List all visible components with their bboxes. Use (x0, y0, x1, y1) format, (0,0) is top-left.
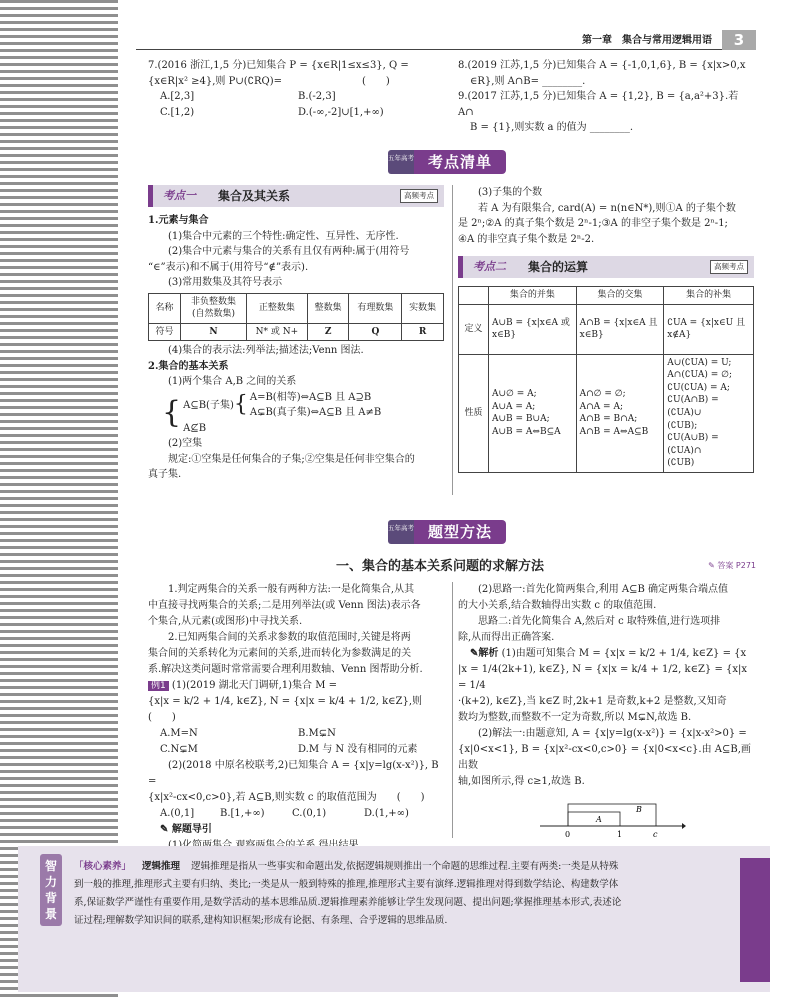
background-box (18, 846, 770, 992)
text-p7b: 真子集. (148, 469, 182, 481)
text-m2: 中直接寻找两集合的关系;二是用列举法(或 Venn 图法)表示各 (148, 600, 421, 611)
ex2-options-row (148, 806, 446, 822)
table-cell: A∪B = {x|x∈A 或 x∈B} (489, 304, 577, 354)
solution-line4: 数均为整数,而整数不一定为奇数,所以 M⊊N,故选 B. (458, 712, 692, 723)
side-bar (740, 858, 770, 982)
relation-subset (183, 390, 381, 421)
solution-line7: 轴,如图所示,得 c≥1,故选 B. (458, 776, 585, 787)
example-1-text: (1)(2019 湖北天门调研,1)集合 M = (171, 680, 338, 691)
heading-element-set: 1.元素与集合 (148, 215, 209, 226)
q7-options-row1 (148, 89, 448, 105)
table-cell: ∁UA = {x|x∈U 且 x∉A} (664, 304, 754, 354)
method-right (458, 582, 756, 790)
kaodian-title: 集合及其关系 (218, 188, 291, 203)
text-p2a: (2)集合中元素与集合的关系有且仅有两种:属于(用符号 (168, 246, 410, 257)
table-cell: 定义 (459, 304, 489, 354)
relation-equal: A=B(相等)⇔A⊆B 且 A⊇B (249, 391, 372, 403)
brace-glyph: { (162, 395, 182, 431)
q9-line2: B = {1},则实数 a 的值为 ________. (470, 122, 634, 133)
example-1-line1 (148, 678, 446, 694)
chapter-title: 第一章 集合与常用逻辑用语 (582, 35, 712, 46)
q8-line2: ∈R},则 A∩B= ________. (470, 75, 586, 87)
side-label: 智力背景 (40, 854, 62, 926)
guide-icon: ✎ (160, 824, 172, 835)
table-cell: 实数集 (402, 293, 444, 323)
relation-lines (183, 390, 381, 437)
solution-line2: |x = 1/4(2k+1), k∈Z}, N = {x|x = k/4 + 1/2, k∈Z} = {x|x = 1/4 (458, 664, 748, 691)
prop-line: A∪∅ = A; (492, 389, 537, 400)
prop-line: A∪(∁UA) = U; (667, 357, 732, 368)
text-m5: 集合间的关系转化为元素间的关系,进而转化为参数满足的关 (148, 648, 412, 659)
table-row-definition (459, 304, 754, 354)
q7-option-c: C.[1,2) (160, 106, 195, 118)
label-a: A (596, 815, 602, 824)
q7-option-d: D.(-∞,-2]∪[1,+∞) (298, 106, 384, 118)
example-tag: 例1 (148, 681, 169, 691)
q7-line1: 7.(2016 浙江,1,5 分)已知集合 P = {x∈R|1≤x≤3}, Q = (148, 60, 409, 71)
table-cell: Z (307, 323, 349, 341)
example-1-line2: {x|x = k/2 + 1/4, k∈Z}, N = {x|x = k/4 + 1/2, k∈Z},则 ( ) (148, 696, 443, 723)
ex2-option-b: B.[1,+∞) (220, 808, 265, 819)
table-cell: R (402, 323, 444, 341)
q7-line2: {x∈R|x² ≥4},则 P∪(∁RQ)= ( ) (148, 75, 390, 87)
table-cell: 正整数集 (247, 293, 308, 323)
text-p4: (4)集合的表示法:列举法;描述法;Venn 图法. (168, 345, 364, 357)
banner-tag: 五年高考 (388, 150, 414, 174)
q9-line1: 9.(2017 江苏,1,5 分)已知集合 A = {1,2}, B = {a,a²+3}.若 A∩ (458, 91, 739, 118)
example-2-line2: {x|x²-cx<0,c>0},若 A⊆B,则实数 c 的取值范围为 ( ) (148, 792, 425, 803)
table-row (149, 323, 444, 341)
core-literacy-label: 「核心素养」 (74, 861, 132, 872)
relation-subset-label: A⊆B(子集) (183, 399, 234, 411)
table-row-property (459, 354, 754, 472)
text-r2: 若 A 为有限集合, card(A) = n(n∈N*),则①A 的子集个数 (478, 202, 736, 214)
ex2-option-a: A.(0,1] (160, 808, 195, 819)
background-body: 逻辑推理是指从一些事实和命题出发,依据逻辑规则推出一个命题的思维过程.主要有两类:一类是从特殊到一般的推理,推理形式主要有归纳、类比;一类是从一般到特殊的推理,推理形式主要有演绎.逻辑推理对得到数学结论、构建数学体系,保证数学严谨性有重要作用,是数学活动的基本思维品质.逻辑推理素养能够让学生发现问题、提出问题;掌握推理基本形式,表述论证过程;理解数学知识间的联系,建构知识框架;形成有论据、有条理、合乎逻辑的思维品质. (74, 861, 622, 926)
text-r1: (3)子集的个数 (478, 187, 543, 198)
prop-line: ∁U(∁UA) = A; (667, 382, 730, 393)
banner-text: 考点清单 (414, 150, 506, 174)
column-divider (452, 582, 453, 838)
text-r1a: (2)思路一:首先化简两集合,利用 A⊆B 确定两集合端点值 (478, 584, 729, 595)
kaodian-number: 考点二 (473, 260, 506, 274)
prop-line: A∪B = A⇔B⊆A (492, 426, 561, 437)
text-p1: (1)集合中元素的三个特性:确定性、互异性、无序性. (168, 230, 399, 242)
prop-line: A∩(∁UA) = ∅; (667, 370, 733, 381)
ex1-options-row2 (148, 742, 446, 758)
page-header (136, 30, 756, 50)
table-cell: 名称 (149, 293, 181, 323)
prop-line: ∁U(A∪B) = (∁UA)∩ (667, 433, 719, 456)
banner-kaodian (388, 150, 506, 174)
page-number: 3 (722, 30, 756, 50)
text-r3: 是 2ⁿ;②A 的真子集个数是 2ⁿ-1;③A 的非空子集个数是 2ⁿ-1; (458, 218, 728, 229)
text-p6: (2)空集 (168, 438, 203, 450)
analysis-label: ✎解析 (470, 648, 499, 659)
method-left (148, 582, 446, 854)
interval-b (568, 804, 656, 826)
table-cell: 性质 (459, 354, 489, 472)
kaodian-1-header (148, 185, 444, 207)
prop-line: A∩A = A; (579, 401, 623, 412)
relation-subset-lines (250, 390, 381, 421)
text-p2b: “∈”表示)和不属于(用符号“∉”表示). (148, 261, 309, 273)
table-header-row (459, 287, 754, 305)
q7-option-b: B.(-2,3] (298, 91, 336, 102)
brace-glyph: { (233, 392, 248, 418)
table-cell: 有理数集 (349, 293, 402, 323)
background-text (74, 858, 622, 930)
prop-line: A∩B = A⇔A⊆B (579, 426, 649, 437)
text-m3: 个集合,从元素(或图形)中寻找关系. (148, 616, 303, 627)
prop-line: A∪B = B∪A; (492, 414, 550, 425)
ex2-option-d: D.(1,+∞) (364, 808, 409, 819)
questions-8-9 (458, 58, 756, 136)
tick-0: 0 (565, 830, 571, 839)
prop-line: A∩B = B∩A; (579, 414, 638, 425)
solution-line1 (458, 646, 756, 662)
number-set-table (148, 293, 444, 342)
text-p3: (3)常用数集及其符号表示 (168, 277, 283, 288)
table-cell: 集合的并集 (489, 287, 577, 305)
table-cell (459, 287, 489, 305)
table-cell: 集合的补集 (664, 287, 754, 305)
column-divider (452, 185, 453, 495)
prop-line: (∁UB) (667, 458, 695, 469)
text-r2a: 思路二:首先化简集合 A,然后对 c 取特殊值,进行选项排 (478, 616, 721, 627)
solution-line5: (2)解法一:由题意知, A = {x|y=lg(x-x²)} = {x|x-x²>0} = (478, 728, 747, 739)
tick-1: 1 (617, 830, 623, 839)
ex1-option-d: D.M 与 N 没有相同的元素 (298, 744, 418, 755)
banner-tag: 五年高考 (388, 520, 414, 544)
prop-line: (∁UB); (667, 420, 698, 431)
ex2-option-c: C.(0,1) (292, 808, 327, 819)
table-cell: N (181, 323, 247, 341)
table-cell: 符号 (149, 323, 181, 341)
example-2-line1: (2)(2018 中原名校联考,2)已知集合 A = {x|y=lg(x-x²)}, B = (148, 760, 439, 787)
analysis-label-text: 解析 (478, 648, 499, 659)
table-cell: 集合的交集 (576, 287, 664, 305)
prop-line: A∪A = A; (492, 401, 536, 412)
kaodian-title: 集合的运算 (528, 259, 589, 274)
ex1-option-a: A.M=N (160, 728, 198, 739)
prop-line: A∩∅ = ∅; (579, 389, 626, 400)
text-m4: 2.已知两集合间的关系求参数的取值范围时,关键是将两 (168, 632, 411, 643)
text-m1: 1.判定两集合的关系一般有两种方法:一是化简集合,从其 (168, 584, 415, 595)
relation-not-subset: A⊈B (183, 422, 207, 434)
set-operations-table (458, 286, 754, 473)
q8-line1: 8.(2019 江苏,1,5 分)已知集合 A = {-1,0,1,6}, B = {x|x>0,x (458, 60, 746, 71)
text-r2b: 除,从而得出正确答案. (458, 632, 555, 643)
table-cell: 非负整数集 (自然数集) (181, 293, 247, 323)
table-cell: A∩B = {x|x∈A 且 x∈B} (576, 304, 664, 354)
guide-heading (148, 822, 446, 838)
text-p7a: 规定:①空集是任何集合的子集;②空集是任何非空集合的 (168, 453, 415, 465)
question-7 (148, 58, 448, 120)
guide-label: 解题导引 (171, 824, 212, 835)
subset-count-block (458, 185, 756, 247)
q7-option-a: A.[2,3] (160, 91, 195, 102)
table-header-row (149, 293, 444, 323)
table-cell (489, 354, 577, 472)
answer-ref: ✎ 答案 P271 (708, 561, 756, 570)
kaodian-2-header (458, 256, 754, 278)
ex1-option-c: C.N⊊M (160, 744, 198, 755)
section-title: 一、集合的基本关系问题的求解方法 (336, 559, 545, 574)
ex1-option-b: B.M⊊N (298, 728, 336, 739)
interval-a (568, 812, 620, 826)
text-r1b: 的大小关系,结合数轴得出实数 c 的取值范围. (458, 600, 657, 611)
table-cell (664, 354, 754, 472)
text-p5: (1)两个集合 A,B 之间的关系 (168, 376, 297, 388)
relation-proper: A⊊B(真子集)⇔A⊆B 且 A≠B (249, 407, 382, 419)
table-cell: 整数集 (307, 293, 349, 323)
solution-line3: ·(k+2), k∈Z},当 k∈Z 时,2k+1 是奇数,k+2 是整数,又知奇 (458, 696, 727, 707)
kaodian-number: 考点一 (163, 189, 196, 203)
table-cell: N* 或 N+ (247, 323, 308, 341)
relation-brace (148, 390, 446, 437)
prop-line: ∁U(A∩B) = (∁UA)∪ (667, 395, 719, 418)
solution-text: (1)由题可知集合 M = {x|x = k/2 + 1/4, k∈Z} = {x (501, 648, 747, 659)
axis-arrow (682, 823, 686, 829)
answer-ref-text: 答案 P271 (717, 561, 756, 570)
text-m6: 系.解决这类问题时常常需要合理利用数轴、Venn 图帮助分析. (148, 664, 423, 675)
frequency-badge: 高频考点 (710, 260, 748, 274)
solution-line6: {x|0<x<1}, B = {x|x²-cx<0,c>0} = {x|0<x<c}.由 A⊆B,画出数 (458, 744, 751, 771)
tick-c: c (653, 830, 658, 839)
ex1-options-row1 (148, 726, 446, 742)
q7-options-row2 (148, 105, 448, 121)
heading-set-relations: 2.集合的基本关系 (148, 360, 229, 372)
topic-label: 逻辑推理 (142, 861, 181, 872)
number-line-diagram (536, 796, 686, 840)
kaodian-1-body (148, 213, 446, 483)
text-r4: ④A 的非空真子集个数是 2ⁿ-2. (458, 233, 595, 245)
banner-text: 题型方法 (414, 520, 506, 544)
table-cell: Q (349, 323, 402, 341)
frequency-badge: 高频考点 (400, 189, 438, 203)
label-b: B (636, 805, 642, 814)
table-cell (576, 354, 664, 472)
banner-tixing (388, 520, 506, 544)
